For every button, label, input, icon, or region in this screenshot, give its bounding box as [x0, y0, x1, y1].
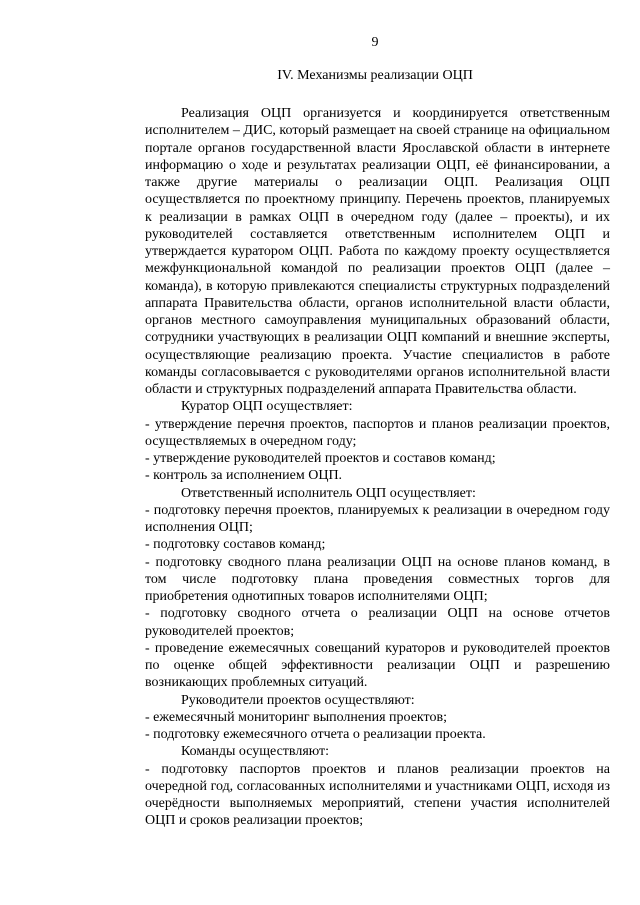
paragraph: Команды осуществляют: [181, 744, 330, 760]
paragraph: Ответственный исполнитель ОЦП осуществляет: [181, 485, 476, 501]
document-body [145, 105, 610, 830]
list-item: - утверждение руководителей проектов и составов команд; [145, 451, 496, 466]
list-item: - подготовку составов команд; [145, 537, 326, 553]
list-item: - подготовку сводного плана реализации ОЦП на основе планов команд, в том числе подготовку плана проведения совместных торгов для приобретения однотипных товаров исполнителями ОЦП; [145, 554, 610, 604]
list-item: - ежемесячный мониторинг выполнения проектов; [145, 709, 447, 725]
paragraph: Куратор ОЦП осуществляет: [181, 399, 353, 415]
paragraph: Реализация ОЦП организуется и координируется ответственным исполнителем – ДИС, который размещает на своей странице на официальном портале органов государственной власти Ярославской области в интернете информацию о ходе и результатах реализации ОЦП, её финансировании, а также другие материалы о реализации ОЦП. Реализация ОЦП осуществляется по проектному принципу. Перечень проектов, планируемых к реализации в рамках ОЦП в очередном году (далее – проекты), и их руководителей составляется ответственным исполнителем ОЦП и утверждается куратором ОЦП. Работа по каждому проекту осуществляется межфункциональной командой по реализации проектов ОЦП (далее – команда), в которую привлекаются специалисты структурных подразделений аппарата Правительства области, органов исполнительной власти области, органов местного самоуправления муниципальных образований области, сотрудники участвующих в реализации ОЦП компаний и внешние эксперты, осуществляющие реализацию проекта. Участие специалистов в работе команды согласовывается с руководителями органов исполнительной власти области и структурных подразделений аппарата Правительства области. [145, 106, 610, 397]
page-number: 9 [371, 35, 379, 50]
list-item: - подготовку перечня проектов, планируемых к реализации в очередном году исполнения ОЦП; [145, 502, 610, 535]
paragraph: Руководители проектов осуществляют: [181, 692, 415, 708]
list-item: - подготовку паспортов проектов и планов реализации проектов на очередной год, согласованных исполнителями и участниками ОЦП, исходя из очерёдности выполняемых мероприятий, степени участия исполнителей ОЦП и сроков реализации проектов; [145, 761, 610, 829]
list-item: - проведение ежемесячных совещаний кураторов и руководителей проектов по оценке общей эффективности реализации ОЦП и разрешению возникающих проблемных ситуаций. [145, 640, 610, 691]
list-item: - контроль за исполнением ОЦП. [145, 468, 343, 484]
list-item: - подготовку сводного отчета о реализации ОЦП на основе отчетов руководителей проектов; [145, 606, 610, 639]
section-title: IV. Механизмы реализации ОЦП [277, 68, 473, 83]
list-item: - утверждение перечня проектов, паспортов и планов реализации проектов, осуществляемых в очередном году; [145, 416, 610, 449]
list-item: - подготовку ежемесячного отчета о реализации проекта. [145, 727, 486, 742]
